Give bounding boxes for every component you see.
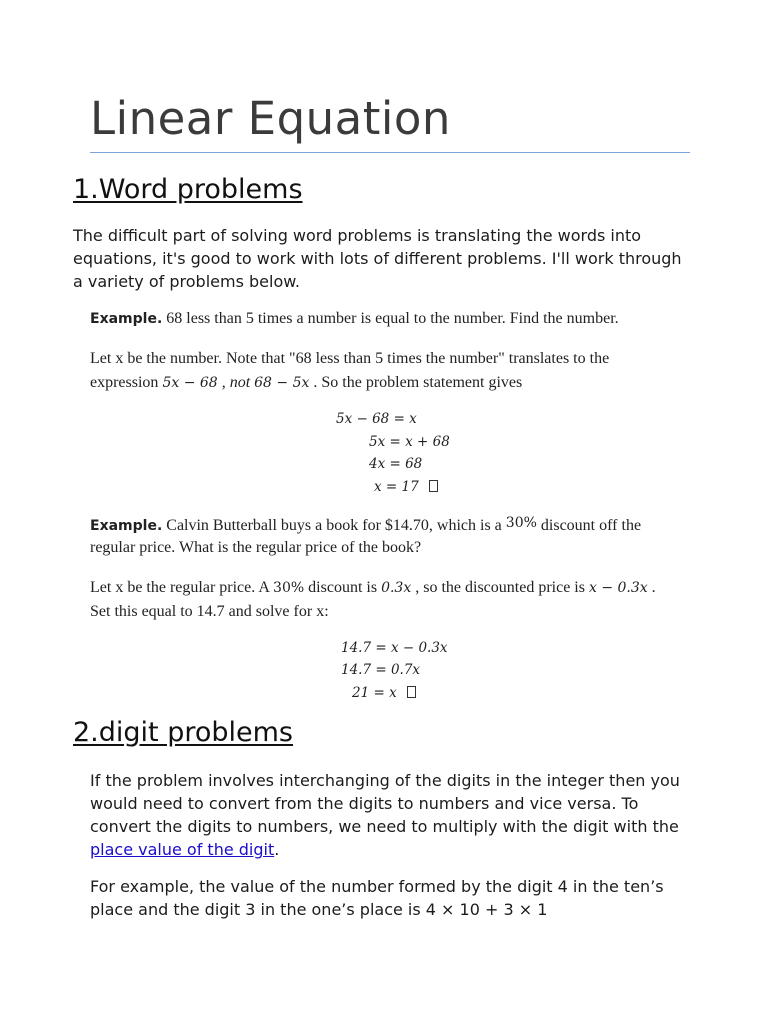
math-expression: 5x − 68 <box>162 375 218 391</box>
place-value-link[interactable]: place value of the digit <box>90 840 275 859</box>
equation-line <box>374 479 438 495</box>
qed-box-icon <box>429 480 438 492</box>
section-heading-word-problems: 1.Word problems <box>73 174 303 205</box>
intro-paragraph: The difficult part of solving word problems is translating the words into equations, it's good to work with lots of different problems. I'll work through a variety of problems below. <box>73 226 682 291</box>
solution-text: Let x be the regular price. A <box>90 579 274 596</box>
example-2-statement <box>90 512 710 538</box>
equation-line: 14.7 = 0.7x <box>341 662 421 678</box>
not-word: not <box>229 374 251 391</box>
solution-text: discount is <box>304 579 382 596</box>
example-2-text: Calvin Butterball buys a book for $14.70, which is a <box>162 517 506 534</box>
example-label: Example. <box>90 518 163 534</box>
math-expression: 68 − 5x <box>254 375 310 391</box>
equation-line: 14.7 = x − 0.3x <box>341 640 448 656</box>
paragraph-text: If the problem involves interchanging of the digits in the integer then you would need to convert from the digits to numbers and vice versa. To convert the digits to numbers, we need to multiply with the digit with the <box>90 771 680 836</box>
example-1-solution-line-1: Let x be the number. Note that "68 less than 5 times the number" translates to the <box>90 350 610 367</box>
solution-text: . So the problem statement gives <box>309 374 523 391</box>
solution-text: expression <box>90 374 163 391</box>
math-expression: x − 0.3x <box>588 580 648 596</box>
qed-box-icon <box>407 686 416 698</box>
example-1-solution-line-2 <box>90 371 710 395</box>
solution-text: . <box>647 579 656 596</box>
example-2-statement-line-2: regular price. What is the regular price of the book? <box>90 539 422 556</box>
digit-paragraph-1 <box>90 769 700 861</box>
example-2-text: discount off the <box>536 517 642 534</box>
equation-line <box>352 685 416 701</box>
page-title: Linear Equation <box>90 92 451 145</box>
example-1-statement <box>90 307 710 331</box>
paragraph-text: . <box>274 840 280 859</box>
equation-line: 4x = 68 <box>369 456 423 472</box>
title-divider <box>90 152 690 153</box>
equation-line: 5x − 68 = x <box>336 411 417 427</box>
comma-text: , <box>217 374 230 391</box>
percent-value: 30% <box>273 580 305 596</box>
digit-paragraph-2: For example, the value of the number formed by the digit 4 in the ten’s place and the digit 3 in the one’s place is 4 × 10 + 3 × 1 <box>90 877 664 919</box>
example-1-number: 68 <box>166 310 183 327</box>
solution-text: , so the discounted price is <box>411 579 589 596</box>
percent-value: 30% <box>505 515 537 531</box>
section-heading-digit-problems: 2.digit problems <box>73 717 293 748</box>
example-1-text: less than 5 times a number is equal to the number. Find the number. <box>182 310 619 327</box>
equation-line: 5x = x + 68 <box>369 434 450 450</box>
equation-text: 21 = x <box>352 685 397 701</box>
example-label: Example. <box>90 311 163 327</box>
equation-text: x = 17 <box>374 479 419 495</box>
example-2-solution-line-2: Set this equal to 14.7 and solve for x: <box>90 603 329 620</box>
example-2-solution-line-1 <box>90 576 730 600</box>
math-expression: 0.3x <box>381 580 412 596</box>
